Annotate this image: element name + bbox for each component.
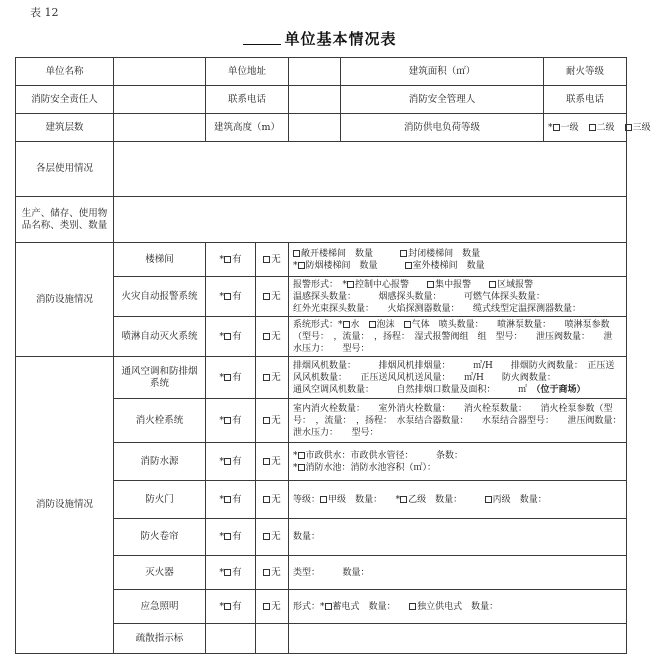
extinguisher-details: 类型： 数量： (289, 556, 627, 590)
building-height-label: 建筑高度（m） (206, 114, 289, 142)
checkbox[interactable] (369, 321, 376, 328)
shutter-details: 数量： (289, 519, 627, 556)
alarm-line3: 红外光束探头数量： 火焰探测器数量： 缆式线型定温探测器数量： (293, 303, 582, 314)
checkbox[interactable] (325, 603, 332, 610)
light-details: 形式：* 蓄电式 数量： 独立供电式 数量： (289, 590, 627, 624)
have-option: * 有 (206, 556, 256, 590)
hydrant-line1: 室内消火栓数量： 室外消火栓数量： 消火栓泵数量： 消火栓泵参数（型 (293, 403, 613, 414)
shutter-label: 防火卷帘 (114, 519, 206, 556)
alarm-line2: 温感探头数量： 烟感探头数量： 可燃气体探头数量： (293, 291, 546, 302)
sprinkler-label: 喷淋自动灭火系统 (114, 317, 206, 357)
checkbox[interactable] (298, 464, 305, 471)
none-option: 无 (256, 519, 289, 556)
none-option: 无 (256, 443, 289, 481)
none-option: 无 (256, 277, 289, 317)
hydrant-details (289, 399, 627, 443)
checkbox[interactable] (224, 417, 231, 424)
checkbox[interactable] (404, 321, 411, 328)
floor-count-value[interactable] (114, 114, 206, 142)
checkbox[interactable] (263, 496, 270, 503)
have-option: * 有 (206, 481, 256, 519)
goods-value[interactable] (114, 197, 627, 243)
none-option: 无 (256, 590, 289, 624)
water-label: 消防水源 (114, 443, 206, 481)
sign-label: 疏散指示标 (114, 624, 206, 654)
stair-details: 敞开楼梯间 数量 封闭楼梯间 数量 * 防烟楼梯间 数量 室外楼梯间 数量 (289, 243, 627, 277)
phone-label-2: 联系电话 (544, 86, 627, 114)
checkbox[interactable] (224, 256, 231, 263)
checkbox[interactable] (485, 496, 492, 503)
title-blank-line[interactable] (243, 30, 281, 45)
checkbox[interactable] (224, 569, 231, 576)
smoke-label: 通风空调和防排烟系统 (114, 357, 206, 399)
checkbox[interactable] (263, 458, 270, 465)
sprinkler-details: 系统形式：* 水 泡沫 气体 喷头数量： 喷淋泵数量： 喷淋泵参数 （型号： ，流量： ，扬程： 湿式报警阀组 组 型号： 泄压阀数量： 泄 水压力： 型号： (289, 317, 627, 357)
checkbox[interactable] (405, 262, 412, 269)
checkbox[interactable] (427, 281, 434, 288)
goods-label: 生产、储存、使用物品名称、类别、数量 (16, 197, 114, 243)
smoke-line1: 排烟风机数量： 排烟风机排烟量： ㎥/H 排烟防火阀数量： 正压送 (293, 360, 615, 371)
unit-address-label: 单位地址 (206, 58, 289, 86)
none-option: 无 (256, 556, 289, 590)
row-responsible (16, 86, 627, 114)
checkbox[interactable] (263, 293, 270, 300)
sign-details (289, 624, 627, 654)
power-load-label: 消防供电负荷等级 (341, 114, 544, 142)
none-option: 无 (256, 357, 289, 399)
stair-label: 楼梯间 (114, 243, 206, 277)
sprinkler-line3: 水压力： 型号： (293, 343, 370, 354)
row-floor-usage (16, 142, 627, 197)
checkbox[interactable] (263, 417, 270, 424)
checkbox[interactable] (224, 333, 231, 340)
door-label: 防火门 (114, 481, 206, 519)
smoke-line2: 风风机数量： 正压送风风机送风量： ㎥/H 防火阀数量： (293, 372, 556, 383)
checkbox[interactable] (263, 374, 270, 381)
section-facilities-2: 消防设施情况 (16, 357, 114, 654)
checkbox[interactable] (263, 533, 270, 540)
checkbox[interactable] (298, 262, 305, 269)
none-option: 无 (256, 481, 289, 519)
phone-value-1[interactable] (289, 86, 341, 114)
checkbox[interactable] (298, 452, 305, 459)
table-number: 表 12 (30, 6, 59, 19)
checkbox[interactable] (263, 569, 270, 576)
floor-area-label: 建筑面积（㎡） (341, 58, 544, 86)
building-height-value[interactable] (289, 114, 341, 142)
alarm-details: 报警形式： * 控制中心报警 集中报警 区域报警 温感探头数量： 烟感探头数量： 可燃气体探头数量： 红外光束探头数量： 火焰探测器数量： 缆式线型定温探测器数量： (289, 277, 627, 317)
have-option: * 有 (206, 519, 256, 556)
checkbox[interactable] (553, 124, 560, 131)
checkbox[interactable] (320, 496, 327, 503)
row-stair (16, 243, 627, 277)
checkbox[interactable] (224, 293, 231, 300)
have-option: * 有 (206, 590, 256, 624)
none-option: 无 (256, 399, 289, 443)
option-label: 三级 (632, 122, 651, 133)
page-title (0, 28, 640, 49)
checkbox[interactable] (263, 256, 270, 263)
floor-usage-value[interactable] (114, 142, 627, 197)
none-option (256, 624, 289, 654)
section-facilities: 消防设施情况 (16, 243, 114, 357)
checkbox[interactable] (263, 603, 270, 610)
none-option: 无 (256, 317, 289, 357)
phone-label-1: 联系电话 (206, 86, 289, 114)
have-option: * 有 (206, 443, 256, 481)
floor-usage-label: 各层使用情况 (16, 142, 114, 197)
checkbox[interactable] (489, 281, 496, 288)
sprinkler-line2: （型号： ，流量： ，扬程： 湿式报警阀组 组 型号： 泄压阀数量： 泄 (293, 331, 613, 342)
responsible-person-value[interactable] (114, 86, 206, 114)
have-option: * 有 (206, 357, 256, 399)
door-details: 等级： 甲级 数量： * 乙级 数量： 丙级 数量： (289, 481, 627, 519)
have-option: * 有 (206, 277, 256, 317)
checkbox[interactable] (625, 124, 632, 131)
checkbox[interactable] (263, 333, 270, 340)
hydrant-line2: 号： ，流量： ，扬程： 水泵结合器数量： 水泵结合器型号： 泄压阀数量： (293, 415, 622, 426)
checkbox[interactable] (347, 281, 354, 288)
unit-name-value[interactable] (114, 58, 206, 86)
have-option: * 有 (206, 243, 256, 277)
checkbox[interactable] (589, 124, 596, 131)
checkbox[interactable] (224, 458, 231, 465)
safety-manager-label: 消防安全管理人 (341, 86, 544, 114)
none-option: 无 (256, 243, 289, 277)
option-label: 二级 (596, 122, 615, 133)
option-label: 一级 (560, 122, 579, 133)
checkbox[interactable] (409, 603, 416, 610)
row-building (16, 114, 627, 142)
checkbox[interactable] (224, 374, 231, 381)
title-text: 单位基本情况表 (284, 30, 397, 48)
hydrant-line3: 泄水压力： 型号： (293, 427, 379, 438)
extinguisher-label: 灭火器 (114, 556, 206, 590)
alarm-label: 火灾自动报警系统 (114, 277, 206, 317)
row-goods (16, 197, 627, 243)
water-details: * 市政供水：市政供水管径： 条数： * 消防水池：消防水池容积（㎡）： (289, 443, 627, 481)
smoke-details: 排烟风机数量： 排烟风机排烟量： ㎥/H 排烟防火阀数量： 正压送 风风机数量： 正压送风风机送风量： ㎥/H 防火阀数量： 通风空调风机数量： 自然排烟口数量及面积： ㎡ （位于商场） (289, 357, 627, 399)
light-label: 应急照明 (114, 590, 206, 624)
checkbox[interactable] (224, 603, 231, 610)
checkbox[interactable] (343, 321, 350, 328)
hydrant-label: 消火栓系统 (114, 399, 206, 443)
have-option: * 有 (206, 317, 256, 357)
star-mark: * (548, 122, 553, 133)
checkbox[interactable] (400, 496, 407, 503)
checkbox[interactable] (224, 496, 231, 503)
checkbox[interactable] (400, 250, 407, 257)
have-option: * 有 (206, 399, 256, 443)
row-smoke (16, 357, 627, 399)
floor-count-label: 建筑层数 (16, 114, 114, 142)
fire-rating-label: 耐火等级 (544, 58, 627, 86)
power-load-options (544, 114, 651, 142)
unit-address-value[interactable] (289, 58, 341, 86)
checkbox[interactable] (224, 533, 231, 540)
have-option (206, 624, 256, 654)
unit-name-label: 单位名称 (16, 58, 114, 86)
checkbox[interactable] (293, 250, 300, 257)
info-table (15, 57, 651, 654)
responsible-person-label: 消防安全责任人 (16, 86, 114, 114)
row-unit-name (16, 58, 627, 86)
